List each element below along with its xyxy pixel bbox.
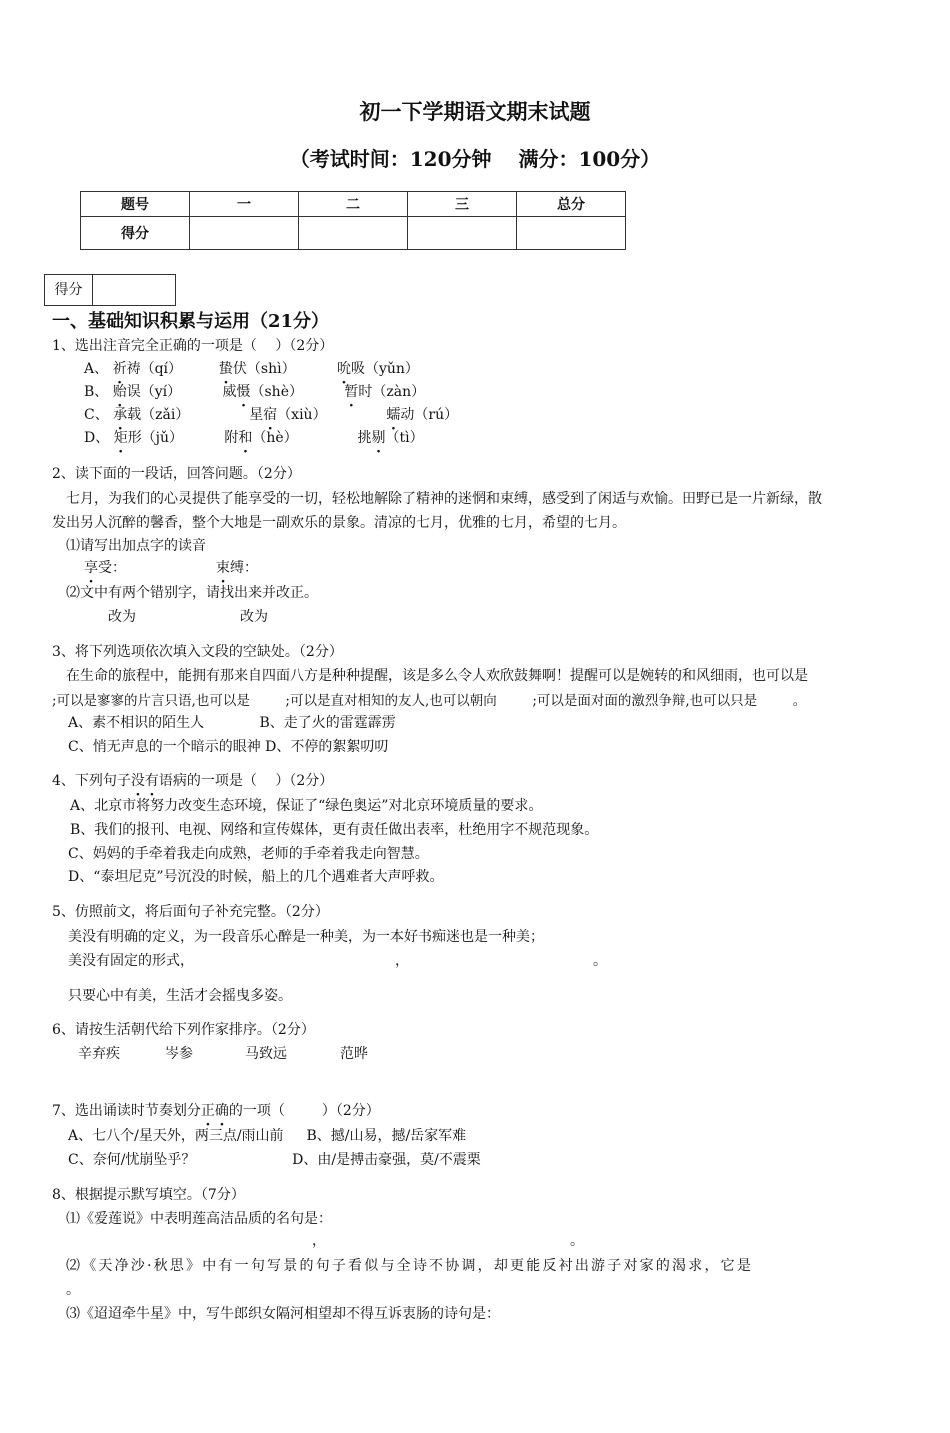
question-7-stem: 7、选出诵读时节奏划分正确的一项（ ）（2分） (52, 1103, 380, 1119)
q4-option-a: A、北京市将努力改变生态环境，保证了“绿色奥运”对北京环境质量的要求。 (70, 798, 543, 814)
q8-sub-1-period: 。 (570, 1233, 584, 1249)
q2-passage-line-1: 七月，为我们的心灵提供了能享受的一切，轻松地解除了精神的迷惘和束缚，感受到了闲适与欢愉。田野已是一片新绿，散 (66, 491, 822, 507)
q7-options-1: A、七八个/星天外，两三点/雨山前 B、撼/山易，撼/岳家军难 (68, 1128, 467, 1144)
q6-author: 辛弃疾 (78, 1046, 120, 1062)
q8-sub-1-comma: ， (312, 1233, 326, 1249)
q2-sub-2: ⑵文中有两个错别字，请找出来并改正。 (66, 585, 318, 601)
q2-sub-1-answer-a: 享受： (84, 560, 126, 576)
q6-author: 范晔 (340, 1046, 368, 1062)
q2-passage-line-2: 发出另人沉醉的馨香，整个大地是一副欢乐的景象。清凉的七月，优雅的七月，希望的七月。 (52, 515, 626, 531)
q4-option-c: C、妈妈的手牵着我走向成熟，老师的手牵着我走向智慧。 (68, 846, 429, 862)
q2-sub-1: ⑴请写出加点字的读音 (66, 538, 206, 554)
score-table-header-cell: 二 (299, 192, 408, 217)
question-6-stem: 6、请按生活朝代给下列作家排序。（2分） (52, 1022, 315, 1038)
score-row-label: 得分 (81, 217, 190, 250)
score-table (80, 191, 626, 250)
score-table-header-cell: 题号 (81, 192, 190, 217)
q5-line-2-comma: ， (395, 953, 409, 969)
q6-author: 马致远 (245, 1046, 287, 1062)
q4-option-d: D、“泰坦尼克”号沉没的时候，船上的几个遇难者大声呼救。 (68, 869, 444, 885)
question-2-stem: 2、读下面的一段话，回答问题。（2分） (52, 466, 301, 482)
q1-option-b: B、 贻误（yí） 威慑（shè） 暂时（zàn） (84, 384, 426, 400)
q5-line-1: 美没有明确的定义，为一段音乐心醉是一种美，为一本好书痴迷也是一种美； (68, 929, 544, 945)
q7-options-2: C、奈何/忧崩坠乎？ D、由/是搏击豪强，莫/不震栗 (68, 1152, 481, 1168)
section-heading: 一、基础知识积累与运用（21分） (52, 311, 330, 332)
section-score-label: 得分 (45, 275, 93, 305)
q1-option-a: A、 祈祷（qí） 蛰伏（shì） 吮吸（yǔn） (84, 361, 419, 377)
score-table-score-row (81, 217, 626, 250)
q4-option-b: B、我们的报刊、电视、网络和宣传媒体，更有责任做出表率，杜绝用字不规范现象。 (70, 822, 599, 838)
question-8-stem: 8、根据提示默写填空。（7分） (52, 1187, 245, 1203)
score-cell[interactable] (190, 217, 299, 250)
question-4-stem: 4、下列句子没有语病的一项是（ ）（2分） (52, 773, 334, 789)
q1-option-d: D、 矩形（jǔ） 附和（hè） 挑剔（tì） (84, 430, 424, 446)
question-3-stem: 3、将下列选项依次填入文段的空缺处。（2分） (52, 644, 343, 660)
section-score-box (44, 274, 176, 306)
q8-sub-2: ⑵《天净沙·秋思》中有一句写景的句子看似与全诗不协调，却更能反衬出游子对家的渴求，它是 (66, 1258, 754, 1274)
q3-passage-line-2: ;可以是寥寥的片言只语,也可以是 ;可以是直对相知的友人,也可以朝向 ;可以是面对面的激烈争辩,也可以只是 。 (52, 693, 807, 709)
question-1-stem: 1、选出注音完全正确的一项是（ ）（2分） (52, 338, 334, 354)
q2-fix-2: 改为 (240, 609, 268, 625)
q6-author: 岑参 (165, 1046, 193, 1062)
page-title: 初一下学期语文期末试题 (359, 99, 591, 124)
q3-options-2: C、悄无声息的一个暗示的眼神 D、不停的絮絮叨叨 (68, 739, 389, 755)
score-table-header-row (81, 192, 626, 217)
q1-option-c: C、 承载（zǎi） 星宿（xiù） 蠕动（rú） (84, 407, 459, 423)
score-cell[interactable] (408, 217, 517, 250)
q8-sub-2-end: 。 (66, 1282, 80, 1298)
question-5-stem: 5、仿照前文，将后面句子补充完整。（2分） (52, 904, 329, 920)
q8-sub-3: ⑶《迢迢牵牛星》中，写牛郎织女隔河相望却不得互诉衷肠的诗句是： (66, 1306, 500, 1322)
q5-line-3: 只要心中有美，生活才会摇曳多姿。 (68, 988, 292, 1004)
score-cell[interactable] (517, 217, 626, 250)
q2-sub-1-answer-b: 束缚： (216, 560, 258, 576)
score-table-header-cell: 三 (408, 192, 517, 217)
q3-passage-line-1: 在生命的旅程中，能拥有那来自四面八方是种种提醒，该是多么令人欢欣鼓舞啊！提醒可以是婉转的和风细雨，也可以是 (66, 668, 808, 684)
score-cell[interactable] (299, 217, 408, 250)
score-table-header-cell: 总分 (517, 192, 626, 217)
q5-line-2-period: 。 (593, 953, 607, 969)
q3-options-1: A、素不相识的陌生人 B、走了火的雷霆霹雳 (68, 715, 396, 731)
score-table-header-cell: 一 (190, 192, 299, 217)
exam-info: （考试时间：120分钟 满分：100分） (289, 147, 661, 171)
q5-line-2-start: 美没有固定的形式， (68, 953, 194, 969)
q2-fix-1: 改为 (108, 609, 136, 625)
q8-sub-1: ⑴《爱莲说》中表明莲高洁品质的名句是： (66, 1211, 332, 1227)
